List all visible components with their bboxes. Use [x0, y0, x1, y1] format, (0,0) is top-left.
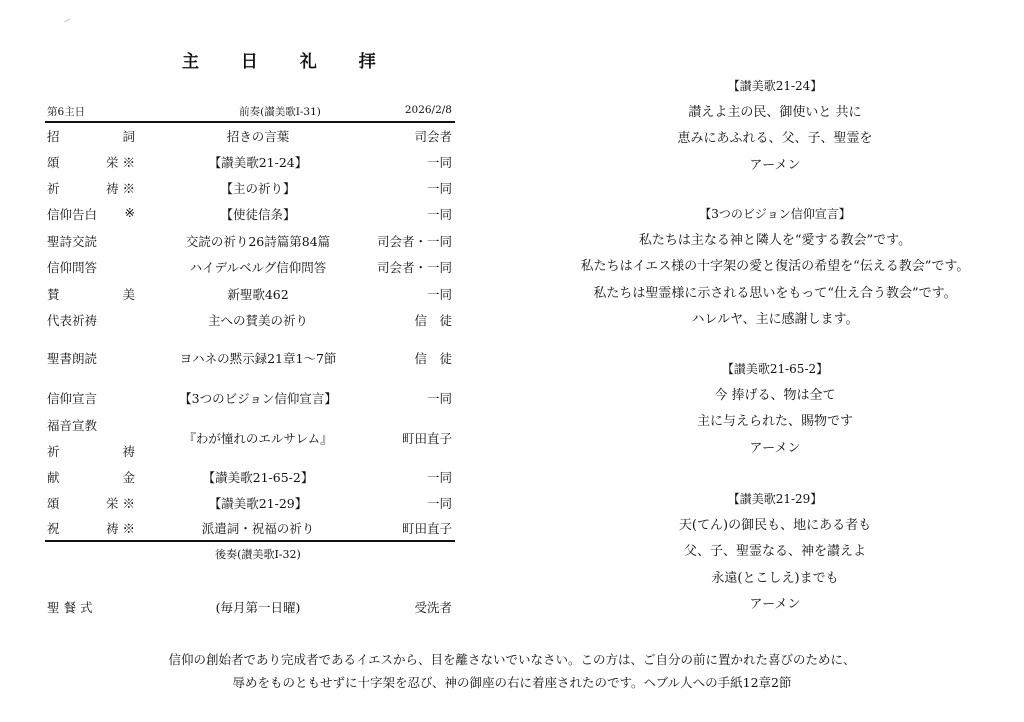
order-content: 招きの言葉 — [226, 129, 290, 144]
order-leader: 一同 — [426, 287, 452, 302]
order-item: 招 詞 — [47, 129, 135, 144]
order-item: 信仰告白 ※ — [47, 205, 135, 222]
order-leader: 一同 — [426, 181, 452, 196]
date-label: 2026/2/8 — [404, 104, 452, 116]
block-line: 私たちはイエス様の十字架の愛と復活の希望を“伝える教会”です。 — [580, 259, 970, 274]
block-heading: 【讃美歌21-29】 — [727, 492, 823, 506]
order-leader: 一同 — [426, 155, 452, 170]
hymn-block — [540, 486, 1010, 619]
order-content: (毎月第一日曜) — [215, 600, 301, 615]
order-item: 祈 祷 — [47, 444, 135, 459]
page-title: 主 日 礼 拝 — [182, 52, 394, 72]
order-content: ヨハネの黙示録21章1～7節 — [179, 351, 337, 366]
bottom-rule — [45, 540, 455, 542]
order-content: 【3つのビジョン信仰宣言】 — [179, 391, 337, 406]
order-leader: 司会者 — [414, 129, 452, 144]
top-rule — [45, 121, 455, 123]
order-content: ハイデルベルグ信仰問答 — [189, 260, 327, 275]
hymn-block — [540, 356, 1010, 462]
postlude-label: 後奏(讃美歌Ⅰ-32) — [215, 548, 301, 561]
block-line: 主に与えられた、賜物です — [696, 414, 853, 429]
scan-mark — [64, 19, 70, 23]
sermon-title: 『わが憧れのエルサレム』 — [183, 431, 333, 446]
block-line: アーメン — [749, 440, 801, 456]
order-content: 新聖歌462 — [227, 287, 289, 302]
order-leader: 一同 — [426, 470, 452, 485]
order-leader: 司会者・一同 — [376, 234, 452, 249]
block-heading: 【讃美歌21-65-2】 — [721, 362, 829, 376]
order-item: 頌 栄 ※ — [47, 155, 135, 170]
order-leader: 信 徒 — [414, 351, 452, 366]
order-leader: 受洗者 — [414, 600, 452, 615]
order-row — [0, 179, 1024, 201]
order-content: 【讃美歌21-65-2】 — [202, 470, 314, 485]
order-item: 福音宣教 — [47, 418, 98, 433]
order-leader: 一同 — [426, 391, 452, 406]
order-item: 祈 祷 ※ — [47, 181, 135, 196]
order-item: 賛 美 — [47, 287, 135, 302]
block-line: ハレルヤ、主に感謝します。 — [691, 312, 859, 327]
order-content: 【讃美歌21-29】 — [208, 496, 308, 511]
order-leader: 一同 — [426, 207, 452, 222]
block-line: 私たちは主なる神と隣人を“愛する教会”です。 — [638, 232, 912, 248]
vision-block — [540, 201, 1010, 334]
hymn-block — [540, 73, 1010, 179]
prelude-label: 前奏(讃美歌Ⅰ-31) — [239, 106, 321, 118]
block-line: アーメン — [749, 597, 801, 612]
order-content: 主への賛美の祈り — [207, 313, 308, 328]
block-line: アーメン — [749, 157, 801, 173]
order-content: 交読の祈り26詩篇第84篇 — [185, 234, 331, 249]
order-item: 祝 祷 ※ — [47, 521, 135, 536]
block-line: 讃えよ主の民、御使いと 共に — [688, 104, 862, 120]
order-item: 代表祈祷 — [47, 313, 98, 328]
order-content: 【主の祈り】 — [220, 181, 296, 196]
order-item: 聖 餐 式 — [47, 600, 93, 615]
order-item: 頌 栄 ※ — [47, 496, 135, 511]
scripture-verse-line: 辱めをものともせずに十字架を忍び、神の御座の右に着座されたのです。ヘブル人への手紙12章2節 — [232, 675, 792, 690]
block-line: 天(てん)の御民も、地にある者も — [678, 517, 872, 533]
order-content: 【讃美歌21-24】 — [208, 155, 308, 170]
order-leader: 一同 — [426, 496, 452, 511]
order-leader: 信 徒 — [414, 313, 452, 328]
block-line: 今 捧げる、物は全て — [714, 387, 836, 403]
order-item: 聖書朗読 — [47, 351, 98, 366]
order-content: 派遣詞・祝福の祈り — [201, 521, 315, 536]
week-label: 第6主日 — [47, 106, 86, 118]
block-heading: 【讃美歌21-24】 — [727, 79, 823, 93]
order-item: 信仰問答 — [47, 260, 98, 275]
scripture-verse-line: 信仰の創始者であり完成者であるイエスから、目を離さないでいなさい。この方は、ご自分の前に置かれた喜びのために、 — [168, 652, 856, 667]
block-line: 私たちは聖霊様に示される思いをもって“仕え合う教会”です。 — [593, 285, 957, 301]
order-item: 献 金 — [47, 470, 135, 485]
block-line: 父、子、聖霊なる、神を讃えよ — [683, 544, 866, 559]
block-heading: 【3つのビジョン信仰宣言】 — [699, 207, 851, 221]
block-line: 永遠(とこしえ)までも — [711, 570, 839, 586]
order-leader: 司会者・一同 — [376, 260, 452, 275]
order-item: 信仰宣言 — [47, 391, 98, 406]
order-leader: 町田直子 — [401, 521, 452, 536]
order-leader: 町田直子 — [401, 431, 452, 446]
block-line: 恵みにあふれる、父、子、聖霊を — [677, 131, 873, 146]
order-item: 聖詩交読 — [47, 234, 98, 249]
order-content: 【使徒信条】 — [220, 207, 296, 222]
